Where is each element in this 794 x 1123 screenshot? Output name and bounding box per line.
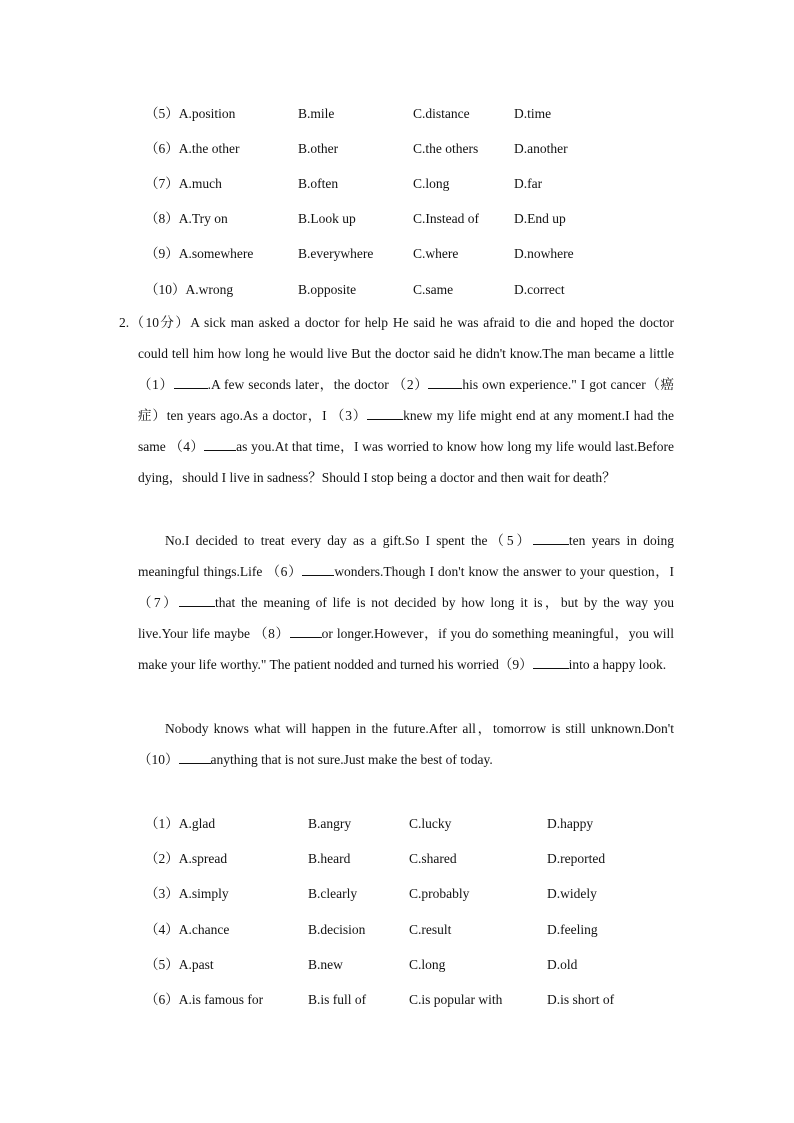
option-d: D.old xyxy=(547,957,578,972)
option-a: （6）A.the other xyxy=(145,141,240,156)
option-c: C.lucky xyxy=(409,816,452,831)
option-a: （2）A.spread xyxy=(145,851,228,866)
option-c: C.where xyxy=(413,246,459,261)
option-d: D.feeling xyxy=(547,922,598,937)
option-d: D.time xyxy=(514,106,552,121)
blank-10[interactable] xyxy=(179,749,211,764)
option-d: D.another xyxy=(514,141,568,156)
blank-8[interactable] xyxy=(290,623,322,638)
option-c: C.Instead of xyxy=(413,211,479,226)
option-b: B.heard xyxy=(308,851,351,866)
question-score: （10分） xyxy=(129,315,191,330)
blank-2[interactable] xyxy=(428,374,462,389)
blank-4[interactable] xyxy=(204,436,236,451)
option-b: B.Look up xyxy=(298,211,356,226)
option-b: B.is full of xyxy=(308,992,367,1007)
option-d: D.far xyxy=(514,176,543,191)
option-c: C.the others xyxy=(413,141,479,156)
option-a: （9）A.somewhere xyxy=(145,246,254,261)
blank-9[interactable] xyxy=(533,654,569,669)
option-a: （5）A.position xyxy=(145,106,236,121)
option-a: （5）A.past xyxy=(145,957,214,972)
option-d: D.End up xyxy=(514,211,566,226)
option-a: （3）A.simply xyxy=(145,886,229,901)
blank-7[interactable] xyxy=(179,592,215,607)
option-d: D.reported xyxy=(547,851,606,866)
option-b: B.other xyxy=(298,141,339,156)
option-b: B.everywhere xyxy=(298,246,374,261)
option-b: B.opposite xyxy=(298,282,357,297)
blank-3[interactable] xyxy=(367,405,403,420)
question-2-paragraph-1: 2.（10分）A sick man asked a doctor for help He said he was afraid to die and hoped the doctor could tell him how long he would live But the doctor said he didn't know.The man became a little （1） .A few seconds later，the doctor （2） his own experience." I got cancer（癌症）ten years ago.As a doctor，I （3） knew my life might end at any moment.I had the same （4） as you.At that time，I was worried to know how long my life would last.Before dying，should I live in sadness？Should I stop being a doctor and then wait for death？ xyxy=(119,315,674,486)
option-c: C.result xyxy=(409,922,452,937)
option-a: （7）A.much xyxy=(145,176,222,191)
option-c: C.shared xyxy=(409,851,457,866)
question-2-paragraph-3: Nobody knows what will happen in the future.After all，tomorrow is still unknown.Don't （10） anything that is not sure.Just make the best of today. xyxy=(138,721,674,768)
option-b: B.angry xyxy=(308,816,352,831)
option-d: D.is short of xyxy=(547,992,615,1007)
option-a: （10）A.wrong xyxy=(145,282,234,297)
question-number: 2. xyxy=(119,315,130,330)
option-d: D.nowhere xyxy=(514,246,574,261)
option-c: C.long xyxy=(409,957,446,972)
blank-1[interactable] xyxy=(174,374,208,389)
option-a: （1）A.glad xyxy=(145,816,216,831)
option-b: B.clearly xyxy=(308,886,358,901)
blank-6[interactable] xyxy=(302,561,334,576)
option-a: （6）A.is famous for xyxy=(145,992,264,1007)
option-c: C.is popular with xyxy=(409,992,503,1007)
option-b: B.new xyxy=(308,957,343,972)
option-c: C.same xyxy=(413,282,454,297)
option-d: D.correct xyxy=(514,282,565,297)
option-c: C.long xyxy=(413,176,450,191)
blank-5[interactable] xyxy=(533,530,569,545)
option-a: （8）A.Try on xyxy=(145,211,228,226)
option-b: B.decision xyxy=(308,922,366,937)
option-d: D.happy xyxy=(547,816,594,831)
option-b: B.mile xyxy=(298,106,335,121)
option-c: C.probably xyxy=(409,886,470,901)
option-a: （4）A.chance xyxy=(145,922,230,937)
option-b: B.often xyxy=(298,176,339,191)
option-d: D.widely xyxy=(547,886,597,901)
option-c: C.distance xyxy=(413,106,470,121)
question-2-paragraph-2: No.I decided to treat every day as a gift.So I spent the（5） ten years in doing meaningful things.Life （6） wonders.Though I don't know the answer to your question，I（7） that the meaning of life is not decided by how long it is，but by the way you live.Your life maybe （8） or longer.However，if you do something meaningful，you will make your life worthy." The patient nodded and turned his worried（9） into a happy look. xyxy=(138,525,674,680)
